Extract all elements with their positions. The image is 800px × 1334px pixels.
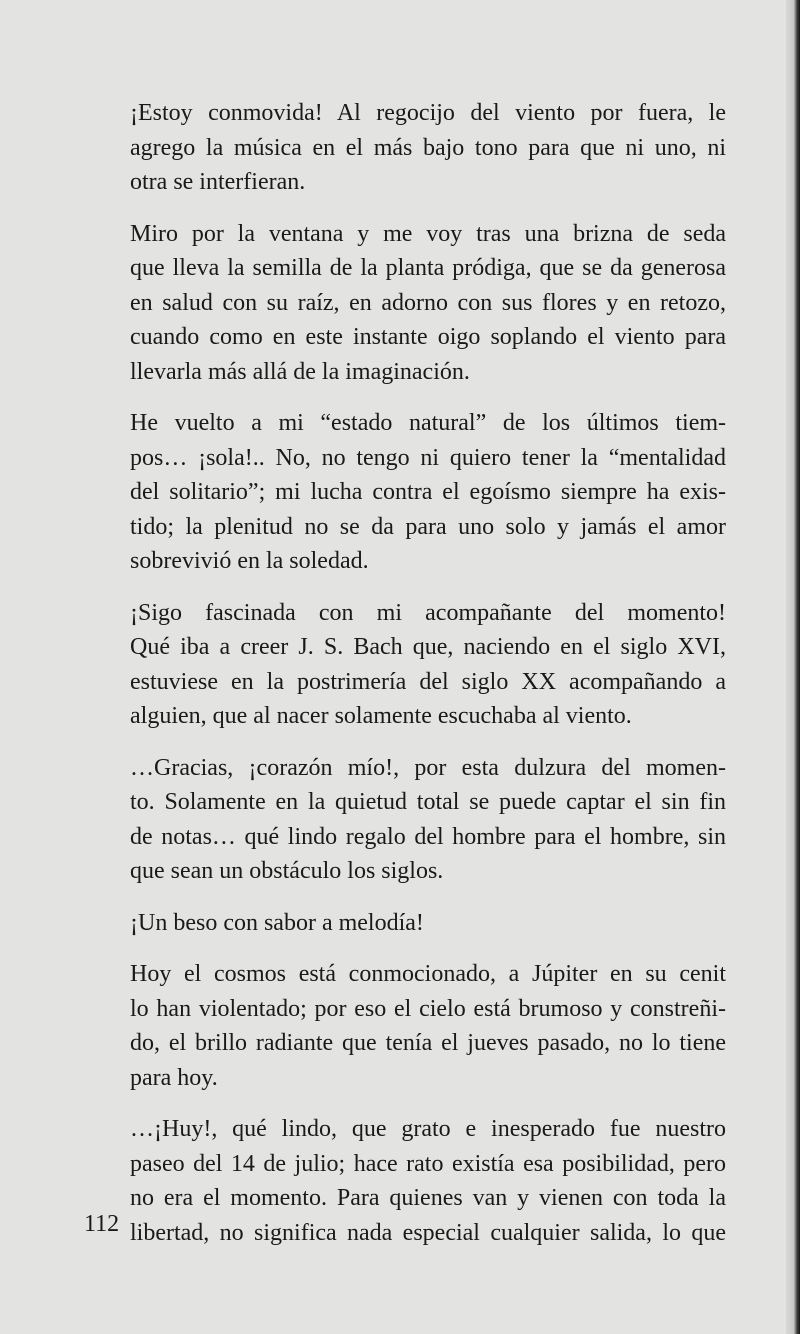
text-line: …¡Huy!, qué lindo, que grato e inesperado fue nuestro (130, 1116, 726, 1142)
paragraph (84, 96, 726, 200)
paragraph (84, 1112, 726, 1250)
page-number: 112 (84, 1211, 120, 1237)
text-line: Hoy el cosmos está conmocionado, a Júpiter en su cenit (130, 961, 726, 987)
page-binding-edge (786, 0, 800, 1334)
text-line: ¡Estoy conmovida! Al regocijo del viento por fuera, le (130, 100, 726, 126)
text-line: no era el momento. Para quienes van y vienen con toda la (130, 1185, 726, 1211)
text-line: alguien, que al nacer solamente escuchaba al viento. (130, 703, 632, 729)
paragraph (84, 217, 726, 390)
text-line: del solitario”; mi lucha contra el egoísmo siempre ha exis- (130, 479, 726, 505)
page-body-text (84, 96, 726, 1267)
text-line: sobrevivió en la soledad. (130, 548, 369, 574)
text-line: Qué iba a creer J. S. Bach que, naciendo en el siglo XVI, (130, 634, 726, 660)
paragraph (84, 957, 726, 1095)
text-line: cuando como en este instante oigo soplando el viento para (130, 324, 726, 350)
text-line: en salud con su raíz, en adorno con sus flores y en retozo, (130, 289, 726, 316)
text-line: libertad, no significa nada especial cualquier salida, lo que (130, 1219, 726, 1246)
text-line: para hoy. (130, 1064, 218, 1091)
paragraph (84, 751, 726, 889)
text-line: tido; la plenitud no se da para uno solo y jamás el amor (130, 513, 726, 540)
text-line: de notas… qué lindo regalo del hombre para el hombre, sin (130, 823, 726, 850)
text-line: Miro por la ventana y me voy tras una brizna de seda (130, 220, 726, 247)
text-line: lo han violentado; por eso el cielo está brumoso y constreñi- (130, 995, 726, 1022)
text-line: que sean un obstáculo los siglos. (130, 858, 444, 884)
text-line: llevarla más allá de la imaginación. (130, 358, 470, 385)
text-line: He vuelto a mi “estado natural” de los últimos tiem- (130, 410, 726, 436)
paragraph (84, 596, 726, 734)
text-line: do, el brillo radiante que tenía el jueves pasado, no lo tiene (130, 1030, 726, 1056)
text-line: ¡Sigo fascinada con mi acompañante del momento! (130, 599, 726, 626)
text-line: …Gracias, ¡corazón mío!, por esta dulzura del momen- (130, 754, 726, 781)
text-line: ¡Un beso con sabor a melodía! (130, 909, 424, 936)
text-line: que lleva la semilla de la planta pródiga, que se da generosa (130, 255, 726, 281)
text-line: pos… ¡sola!.. No, no tengo ni quiero tener la “mentalidad (130, 444, 726, 471)
text-line: agrego la música en el más bajo tono para que ni uno, ni (130, 134, 726, 161)
text-line: estuviese en la postrimería del siglo XX acompañando a (130, 668, 726, 695)
text-line: paseo del 14 de julio; hace rato existía esa posibilidad, pero (130, 1150, 726, 1177)
paragraph (84, 906, 726, 941)
paragraph (84, 406, 726, 579)
text-line: otra se interfieran. (130, 169, 306, 195)
text-line: to. Solamente en la quietud total se puede captar el sin fin (130, 789, 726, 815)
